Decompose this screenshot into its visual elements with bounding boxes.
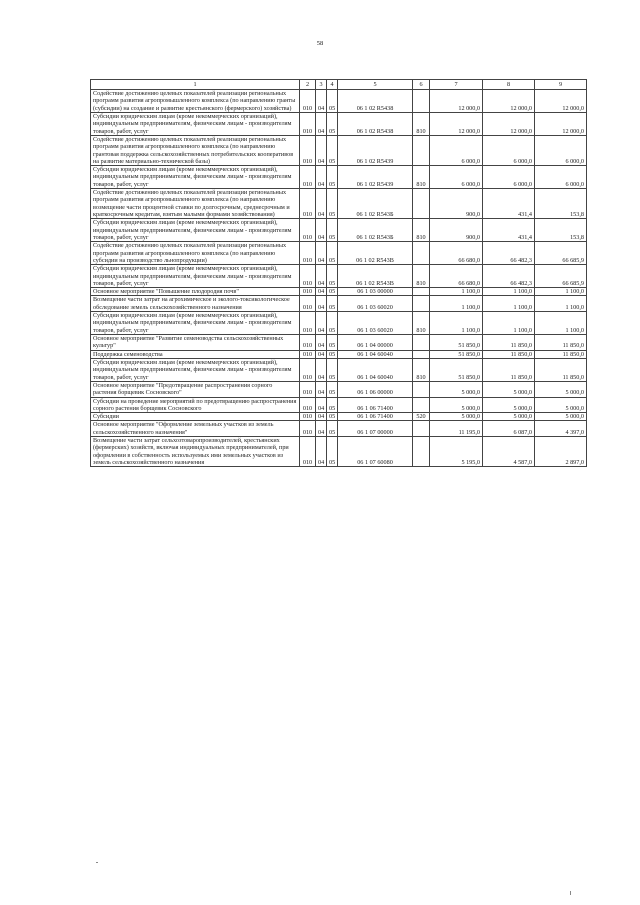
expense-type xyxy=(413,335,430,351)
row-name: Содействие достижению целевых показателей реализации региональных программ развития агропромышленного комплекса (по направлению гранты (субсидии) на создание и развитие крестьянского (фермерского) хозяйства) xyxy=(91,90,300,113)
admin-code: 010 xyxy=(300,90,316,113)
amount-col7: 5 000,0 xyxy=(430,397,483,413)
table-row xyxy=(91,358,587,381)
amount-col8: 11 850,0 xyxy=(483,350,535,358)
row-name: Субсидии юридическим лицам (кроме некоммерческих организаций), индивидуальным предпринимателям, физическим лицам - производителям товаров, работ, услуг xyxy=(91,358,300,381)
header-col-8: 8 xyxy=(483,80,535,90)
expense-type: 810 xyxy=(413,166,430,189)
table-row xyxy=(91,397,587,413)
target-article: 06 1 04 60040 xyxy=(338,350,413,358)
table-row xyxy=(91,437,587,467)
table-row xyxy=(91,312,587,335)
subsection-code: 05 xyxy=(327,397,338,413)
amount-col9: 5 000,0 xyxy=(535,381,587,397)
amount-col7: 5 000,0 xyxy=(430,413,483,421)
expense-type: 810 xyxy=(413,265,430,288)
amount-col9: 12 000,0 xyxy=(535,112,587,135)
amount-col9: 11 850,0 xyxy=(535,358,587,381)
amount-col8: 66 482,3 xyxy=(483,242,535,265)
expense-type xyxy=(413,242,430,265)
amount-col8: 12 000,0 xyxy=(483,112,535,135)
budget-table xyxy=(90,79,587,467)
target-article: 06 1 06 71400 xyxy=(338,413,413,421)
amount-col9: 66 685,9 xyxy=(535,242,587,265)
subsection-code: 05 xyxy=(327,350,338,358)
amount-col9: 12 000,0 xyxy=(535,90,587,113)
row-name: Возмещение части затрат сельхозтоваропроизводителей, крестьянских (фермерских) хозяйств, включая индивидуальных предпринимателей, при оформлении в собственность используемых ими земельных участков из земель сельскохозяйственного назначения xyxy=(91,437,300,467)
header-row xyxy=(91,80,587,90)
amount-col7: 51 850,0 xyxy=(430,350,483,358)
table-row xyxy=(91,135,587,165)
amount-col8: 6 087,0 xyxy=(483,421,535,437)
section-code: 04 xyxy=(316,358,327,381)
section-code: 04 xyxy=(316,166,327,189)
expense-type xyxy=(413,288,430,296)
amount-col7: 66 680,0 xyxy=(430,265,483,288)
expense-type: 810 xyxy=(413,219,430,242)
subsection-code: 05 xyxy=(327,381,338,397)
target-article: 06 1 03 00000 xyxy=(338,288,413,296)
amount-col8: 1 100,0 xyxy=(483,288,535,296)
table-row xyxy=(91,189,587,219)
header-col-3: 3 xyxy=(316,80,327,90)
row-name: Субсидии на проведение мероприятий по предотвращению распространения сорного растения борщевик Сосновского xyxy=(91,397,300,413)
section-code: 04 xyxy=(316,335,327,351)
amount-col8: 11 850,0 xyxy=(483,335,535,351)
table-row xyxy=(91,350,587,358)
table-row xyxy=(91,421,587,437)
admin-code: 010 xyxy=(300,335,316,351)
admin-code: 010 xyxy=(300,288,316,296)
amount-col8: 6 000,0 xyxy=(483,166,535,189)
amount-col7: 51 850,0 xyxy=(430,358,483,381)
expense-type: 810 xyxy=(413,358,430,381)
amount-col9: 1 100,0 xyxy=(535,288,587,296)
table-row xyxy=(91,288,587,296)
target-article: 06 1 02 R5438 xyxy=(338,112,413,135)
row-name: Субсидии юридическим лицам (кроме некоммерческих организаций), индивидуальным предпринимателям, физическим лицам - производителям товаров, работ, услуг xyxy=(91,312,300,335)
amount-col7: 51 850,0 xyxy=(430,335,483,351)
amount-col8: 5 000,0 xyxy=(483,381,535,397)
row-name: Содействие достижению целевых показателей реализации региональных программ развития агропромышленного комплекса (по направлению грантовая поддержка сельскохозяйственных потребительских кооперативов на развитие материально-технической базы) xyxy=(91,135,300,165)
section-code: 04 xyxy=(316,350,327,358)
header-col-2: 2 xyxy=(300,80,316,90)
amount-col8: 11 850,0 xyxy=(483,358,535,381)
amount-col7: 5 195,0 xyxy=(430,437,483,467)
header-col-5: 5 xyxy=(338,80,413,90)
header-col-1: 1 xyxy=(91,80,300,90)
subsection-code: 05 xyxy=(327,219,338,242)
table-row xyxy=(91,265,587,288)
subsection-code: 05 xyxy=(327,358,338,381)
section-code: 04 xyxy=(316,381,327,397)
row-name: Субсидии юридическим лицам (кроме некоммерческих организаций), индивидуальным предпринимателям, физическим лицам - производителям товаров, работ, услуг xyxy=(91,112,300,135)
section-code: 04 xyxy=(316,437,327,467)
admin-code: 010 xyxy=(300,437,316,467)
target-article: 06 1 02 R543В xyxy=(338,265,413,288)
amount-col7: 12 000,0 xyxy=(430,90,483,113)
amount-col7: 12 000,0 xyxy=(430,112,483,135)
admin-code: 010 xyxy=(300,166,316,189)
amount-col8: 1 100,0 xyxy=(483,296,535,312)
section-code: 04 xyxy=(316,135,327,165)
target-article: 06 1 06 71400 xyxy=(338,397,413,413)
amount-col9: 66 685,9 xyxy=(535,265,587,288)
table-row xyxy=(91,296,587,312)
section-code: 04 xyxy=(316,219,327,242)
subsection-code: 05 xyxy=(327,242,338,265)
row-name: Основное мероприятие "Предотвращение распространения сорного растения борщевик Сосновского" xyxy=(91,381,300,397)
admin-code: 010 xyxy=(300,381,316,397)
amount-col8: 1 100,0 xyxy=(483,312,535,335)
table-row xyxy=(91,219,587,242)
table-body xyxy=(91,90,587,467)
amount-col9: 11 850,0 xyxy=(535,350,587,358)
header-col-6: 6 xyxy=(413,80,430,90)
section-code: 04 xyxy=(316,265,327,288)
target-article: 06 1 04 00000 xyxy=(338,335,413,351)
amount-col8: 12 000,0 xyxy=(483,90,535,113)
admin-code: 010 xyxy=(300,413,316,421)
subsection-code: 05 xyxy=(327,166,338,189)
subsection-code: 05 xyxy=(327,135,338,165)
target-article: 06 1 04 60040 xyxy=(338,358,413,381)
header-col-9: 9 xyxy=(535,80,587,90)
admin-code: 010 xyxy=(300,397,316,413)
amount-col7: 1 100,0 xyxy=(430,288,483,296)
subsection-code: 05 xyxy=(327,112,338,135)
row-name: Возмещение части затрат на агрохимическое и эколого-токсикологическое обследование земель сельскохозяйственного назначения xyxy=(91,296,300,312)
expense-type: 810 xyxy=(413,112,430,135)
admin-code: 010 xyxy=(300,265,316,288)
target-article: 06 1 06 00000 xyxy=(338,381,413,397)
row-name: Основное мероприятие "Развитие семеноводства сельскохозяйственных культур" xyxy=(91,335,300,351)
amount-col8: 5 000,0 xyxy=(483,397,535,413)
row-name: Основное мероприятие "Оформление земельных участков из земель сельскохозяйственного назначения" xyxy=(91,421,300,437)
amount-col9: 6 000,0 xyxy=(535,166,587,189)
admin-code: 010 xyxy=(300,358,316,381)
subsection-code: 05 xyxy=(327,265,338,288)
row-name: Содействие достижению целевых показателей реализации региональных программ развития агропромышленного комплекса (по направлению субсидии на производство льнопродукции) xyxy=(91,242,300,265)
admin-code: 010 xyxy=(300,312,316,335)
target-article: 06 1 02 R5439 xyxy=(338,166,413,189)
row-name: Основное мероприятие "Повышение плодородия почв" xyxy=(91,288,300,296)
admin-code: 010 xyxy=(300,189,316,219)
target-article: 06 1 02 R543В xyxy=(338,242,413,265)
amount-col7: 66 680,0 xyxy=(430,242,483,265)
row-name: Субсидии xyxy=(91,413,300,421)
amount-col7: 6 000,0 xyxy=(430,166,483,189)
amount-col9: 153,8 xyxy=(535,219,587,242)
section-code: 04 xyxy=(316,421,327,437)
table-row xyxy=(91,90,587,113)
target-article: 06 1 02 R543Б xyxy=(338,189,413,219)
amount-col9: 5 000,0 xyxy=(535,397,587,413)
expense-type xyxy=(413,381,430,397)
table-row xyxy=(91,413,587,421)
target-article: 06 1 07 60080 xyxy=(338,437,413,467)
amount-col7: 11 195,0 xyxy=(430,421,483,437)
amount-col9: 153,8 xyxy=(535,189,587,219)
subsection-code: 05 xyxy=(327,312,338,335)
amount-col9: 5 000,0 xyxy=(535,413,587,421)
scan-mark xyxy=(570,891,571,895)
target-article: 06 1 03 60020 xyxy=(338,312,413,335)
subsection-code: 05 xyxy=(327,413,338,421)
admin-code: 010 xyxy=(300,242,316,265)
target-article: 06 1 07 00000 xyxy=(338,421,413,437)
target-article: 06 1 02 R5438 xyxy=(338,90,413,113)
row-name: Поддержка семеноводства xyxy=(91,350,300,358)
amount-col9: 1 100,0 xyxy=(535,312,587,335)
amount-col9: 6 000,0 xyxy=(535,135,587,165)
amount-col7: 900,0 xyxy=(430,219,483,242)
section-code: 04 xyxy=(316,242,327,265)
row-name: Субсидии юридическим лицам (кроме некоммерческих организаций), индивидуальным предпринимателям, физическим лицам - производителям товаров, работ, услуг xyxy=(91,166,300,189)
section-code: 04 xyxy=(316,90,327,113)
subsection-code: 05 xyxy=(327,296,338,312)
amount-col7: 1 100,0 xyxy=(430,296,483,312)
amount-col7: 6 000,0 xyxy=(430,135,483,165)
target-article: 06 1 02 R543Б xyxy=(338,219,413,242)
amount-col7: 900,0 xyxy=(430,189,483,219)
header-col-7: 7 xyxy=(430,80,483,90)
admin-code: 010 xyxy=(300,112,316,135)
subsection-code: 05 xyxy=(327,421,338,437)
amount-col8: 431,4 xyxy=(483,219,535,242)
expense-type xyxy=(413,90,430,113)
amount-col8: 4 587,0 xyxy=(483,437,535,467)
amount-col8: 431,4 xyxy=(483,189,535,219)
expense-type xyxy=(413,189,430,219)
target-article: 06 1 03 60020 xyxy=(338,296,413,312)
admin-code: 010 xyxy=(300,296,316,312)
expense-type xyxy=(413,421,430,437)
subsection-code: 05 xyxy=(327,437,338,467)
amount-col8: 5 000,0 xyxy=(483,413,535,421)
table-row xyxy=(91,112,587,135)
amount-col8: 6 000,0 xyxy=(483,135,535,165)
admin-code: 010 xyxy=(300,421,316,437)
amount-col9: 4 397,0 xyxy=(535,421,587,437)
table-row xyxy=(91,381,587,397)
section-code: 04 xyxy=(316,288,327,296)
amount-col7: 1 100,0 xyxy=(430,312,483,335)
target-article: 06 1 02 R5439 xyxy=(338,135,413,165)
admin-code: 010 xyxy=(300,350,316,358)
section-code: 04 xyxy=(316,112,327,135)
table-row xyxy=(91,335,587,351)
expense-type: 810 xyxy=(413,312,430,335)
row-name: Субсидии юридическим лицам (кроме некоммерческих организаций), индивидуальным предпринимателям, физическим лицам - производителям товаров, работ, услуг xyxy=(91,265,300,288)
table-row xyxy=(91,166,587,189)
admin-code: 010 xyxy=(300,135,316,165)
section-code: 04 xyxy=(316,397,327,413)
section-code: 04 xyxy=(316,189,327,219)
section-code: 04 xyxy=(316,312,327,335)
page-number: 58 xyxy=(316,40,324,47)
subsection-code: 05 xyxy=(327,288,338,296)
table-row xyxy=(91,242,587,265)
section-code: 04 xyxy=(316,296,327,312)
section-code: 04 xyxy=(316,413,327,421)
amount-col8: 66 482,3 xyxy=(483,265,535,288)
amount-col9: 1 100,0 xyxy=(535,296,587,312)
scan-mark xyxy=(96,862,98,863)
amount-col9: 11 850,0 xyxy=(535,335,587,351)
subsection-code: 05 xyxy=(327,189,338,219)
expense-type xyxy=(413,135,430,165)
admin-code: 010 xyxy=(300,219,316,242)
expense-type xyxy=(413,350,430,358)
expense-type xyxy=(413,296,430,312)
subsection-code: 05 xyxy=(327,335,338,351)
expense-type: 520 xyxy=(413,413,430,421)
amount-col9: 2 897,0 xyxy=(535,437,587,467)
expense-type xyxy=(413,397,430,413)
amount-col7: 5 000,0 xyxy=(430,381,483,397)
row-name: Субсидии юридическим лицам (кроме некоммерческих организаций), индивидуальным предпринимателям, физическим лицам - производителям товаров, работ, услуг xyxy=(91,219,300,242)
header-col-4: 4 xyxy=(327,80,338,90)
subsection-code: 05 xyxy=(327,90,338,113)
expense-type xyxy=(413,437,430,467)
row-name: Содействие достижению целевых показателей реализации региональных программ развития агропромышленного комплекса (по направлению возмещение части процентной ставки по долгосрочным, среднесрочным и краткосрочным кредитам, взятым малыми формами хозяйствования) xyxy=(91,189,300,219)
